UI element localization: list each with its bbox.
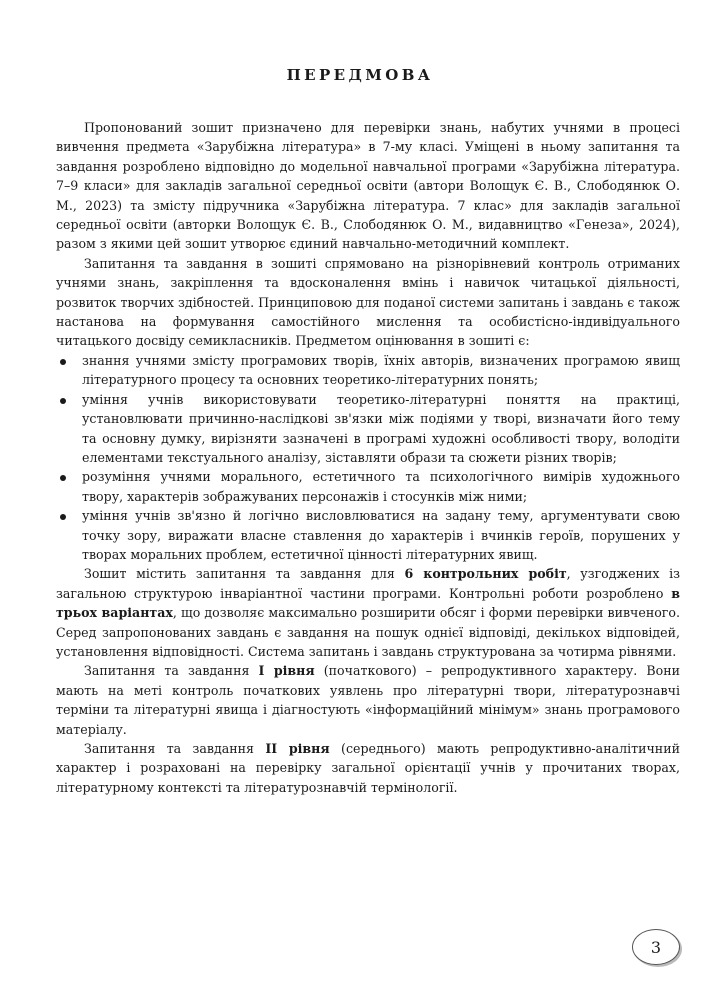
text-run: (початкового) – репродуктивного характеру. Вони мають на меті контроль початкових уявлень про літературні твори, літературознавчі терміни та літературні явища і діагностують «інформаційний мінімум» знань програмового матеріалу. [56,663,680,737]
text-run: Запитання та завдання [84,663,259,679]
bullet-icon [60,359,66,365]
bold-text: ІІ рівня [265,741,330,756]
text-run: Зошит містить запитання та завдання для [84,566,405,582]
page-number: 3 [632,929,680,965]
bullet-icon [60,475,66,481]
assessment-criteria-list [56,351,680,564]
text-run: Запитання та завдання в зошиті спрямовано на різнорівневий контроль отриманих учнями знань, закріплення та вдосконалення вмінь і навичок читацької діяльності, розвиток творчих здібностей. Принциповою для поданої системи запитань і завдань є також настанова на формування самостійного мислення та особистісно-індивідуального читацького досвіду семикласників. Предметом оцінювання в зошиті є: [56,255,680,349]
text-run: , узгоджених із загальною структурою інваріантної частини програми. Контрольні роботи розроблено [56,566,680,601]
bullet-text: знання учнями змісту програмових творів, їхніх авторів, визначених програмою явищ літературного процесу та основних теоретико-літературних понять; [82,352,680,388]
paragraph [56,739,680,797]
bullet-item [56,506,680,564]
bullet-text: уміння учнів використовувати теоретико-літературні поняття на практиці, установлювати причинно-наслідкові зв'язки між подіями у творі, визначати його тему та основну думку, вирізняти зазначені в програмі художні особливості твору, володіти елементами текстуального аналізу, зіставляти образи та сюжети різних творів; [82,391,680,465]
bullet-item [56,351,680,390]
preface-body [56,118,680,797]
page-title: ПЕРЕДМОВА [286,66,434,84]
paragraph [56,118,680,254]
text-run: , що дозволяє максимально розширити обсяг і форми перевірки вивченого. Серед запропонованих завдань є завдання на пошук однієї відповіді, декількох відповідей, установлення відповідності. Система запитань і завдань структурована за чотирма рівнями. [56,605,680,659]
bold-text: в трьох варіантах [56,585,680,621]
paragraphs-after [56,564,680,797]
bold-text: І рівня [258,663,315,679]
bullet-item [56,390,680,468]
bullet-icon [60,514,66,520]
paragraph [56,661,680,739]
paragraph [56,254,680,351]
bold-text: 6 контрольних робіт [404,566,567,582]
paragraph [56,564,680,661]
bullet-text: уміння учнів зв'язно й логічно висловлюватися на задану тему, аргументувати свою точку зору, виражати власне ставлення до характерів і вчинків героїв, порушених у творах моральних проблем, естетичної цінності літературних явищ. [82,508,680,562]
bullet-text: розуміння учнями морального, естетичного та психологічного вимірів художнього твору, характерів зображуваних персонажів і стосунків між ними; [82,469,680,504]
text-run: (середнього) мають репродуктивно-аналітичний характер і розраховані на перевірку загальної орієнтації учнів у прочитаних творах, літературному контексті та літературознавчій термінології. [56,741,680,795]
text-run: Пропонований зошит призначено для перевірки знань, набутих учнями в процесі вивчення предмета «Зарубіжна література» в 7-му класі. Уміщені в ньому запитання та завдання розроблено відповідно до модельної навчальної програми «Зарубіжна література. 7–9 класи» для закладів загальної середньої освіти (автори Волощук Є. В., Слободянюк О. М., 2023) та змісту підручника «Зарубіжна література. 7 клас» для закладів загальної середньої освіти (авторки Волощук Є. В., Слободянюк О. М., видавництво «Генеза», 2024), разом з якими цей зошит утворює єдиний навчально-методичний комплект. [56,120,680,252]
bullet-icon [60,398,66,404]
bullet-item [56,467,680,506]
paragraphs-before [56,118,680,351]
text-run: Запитання та завдання [84,741,266,756]
